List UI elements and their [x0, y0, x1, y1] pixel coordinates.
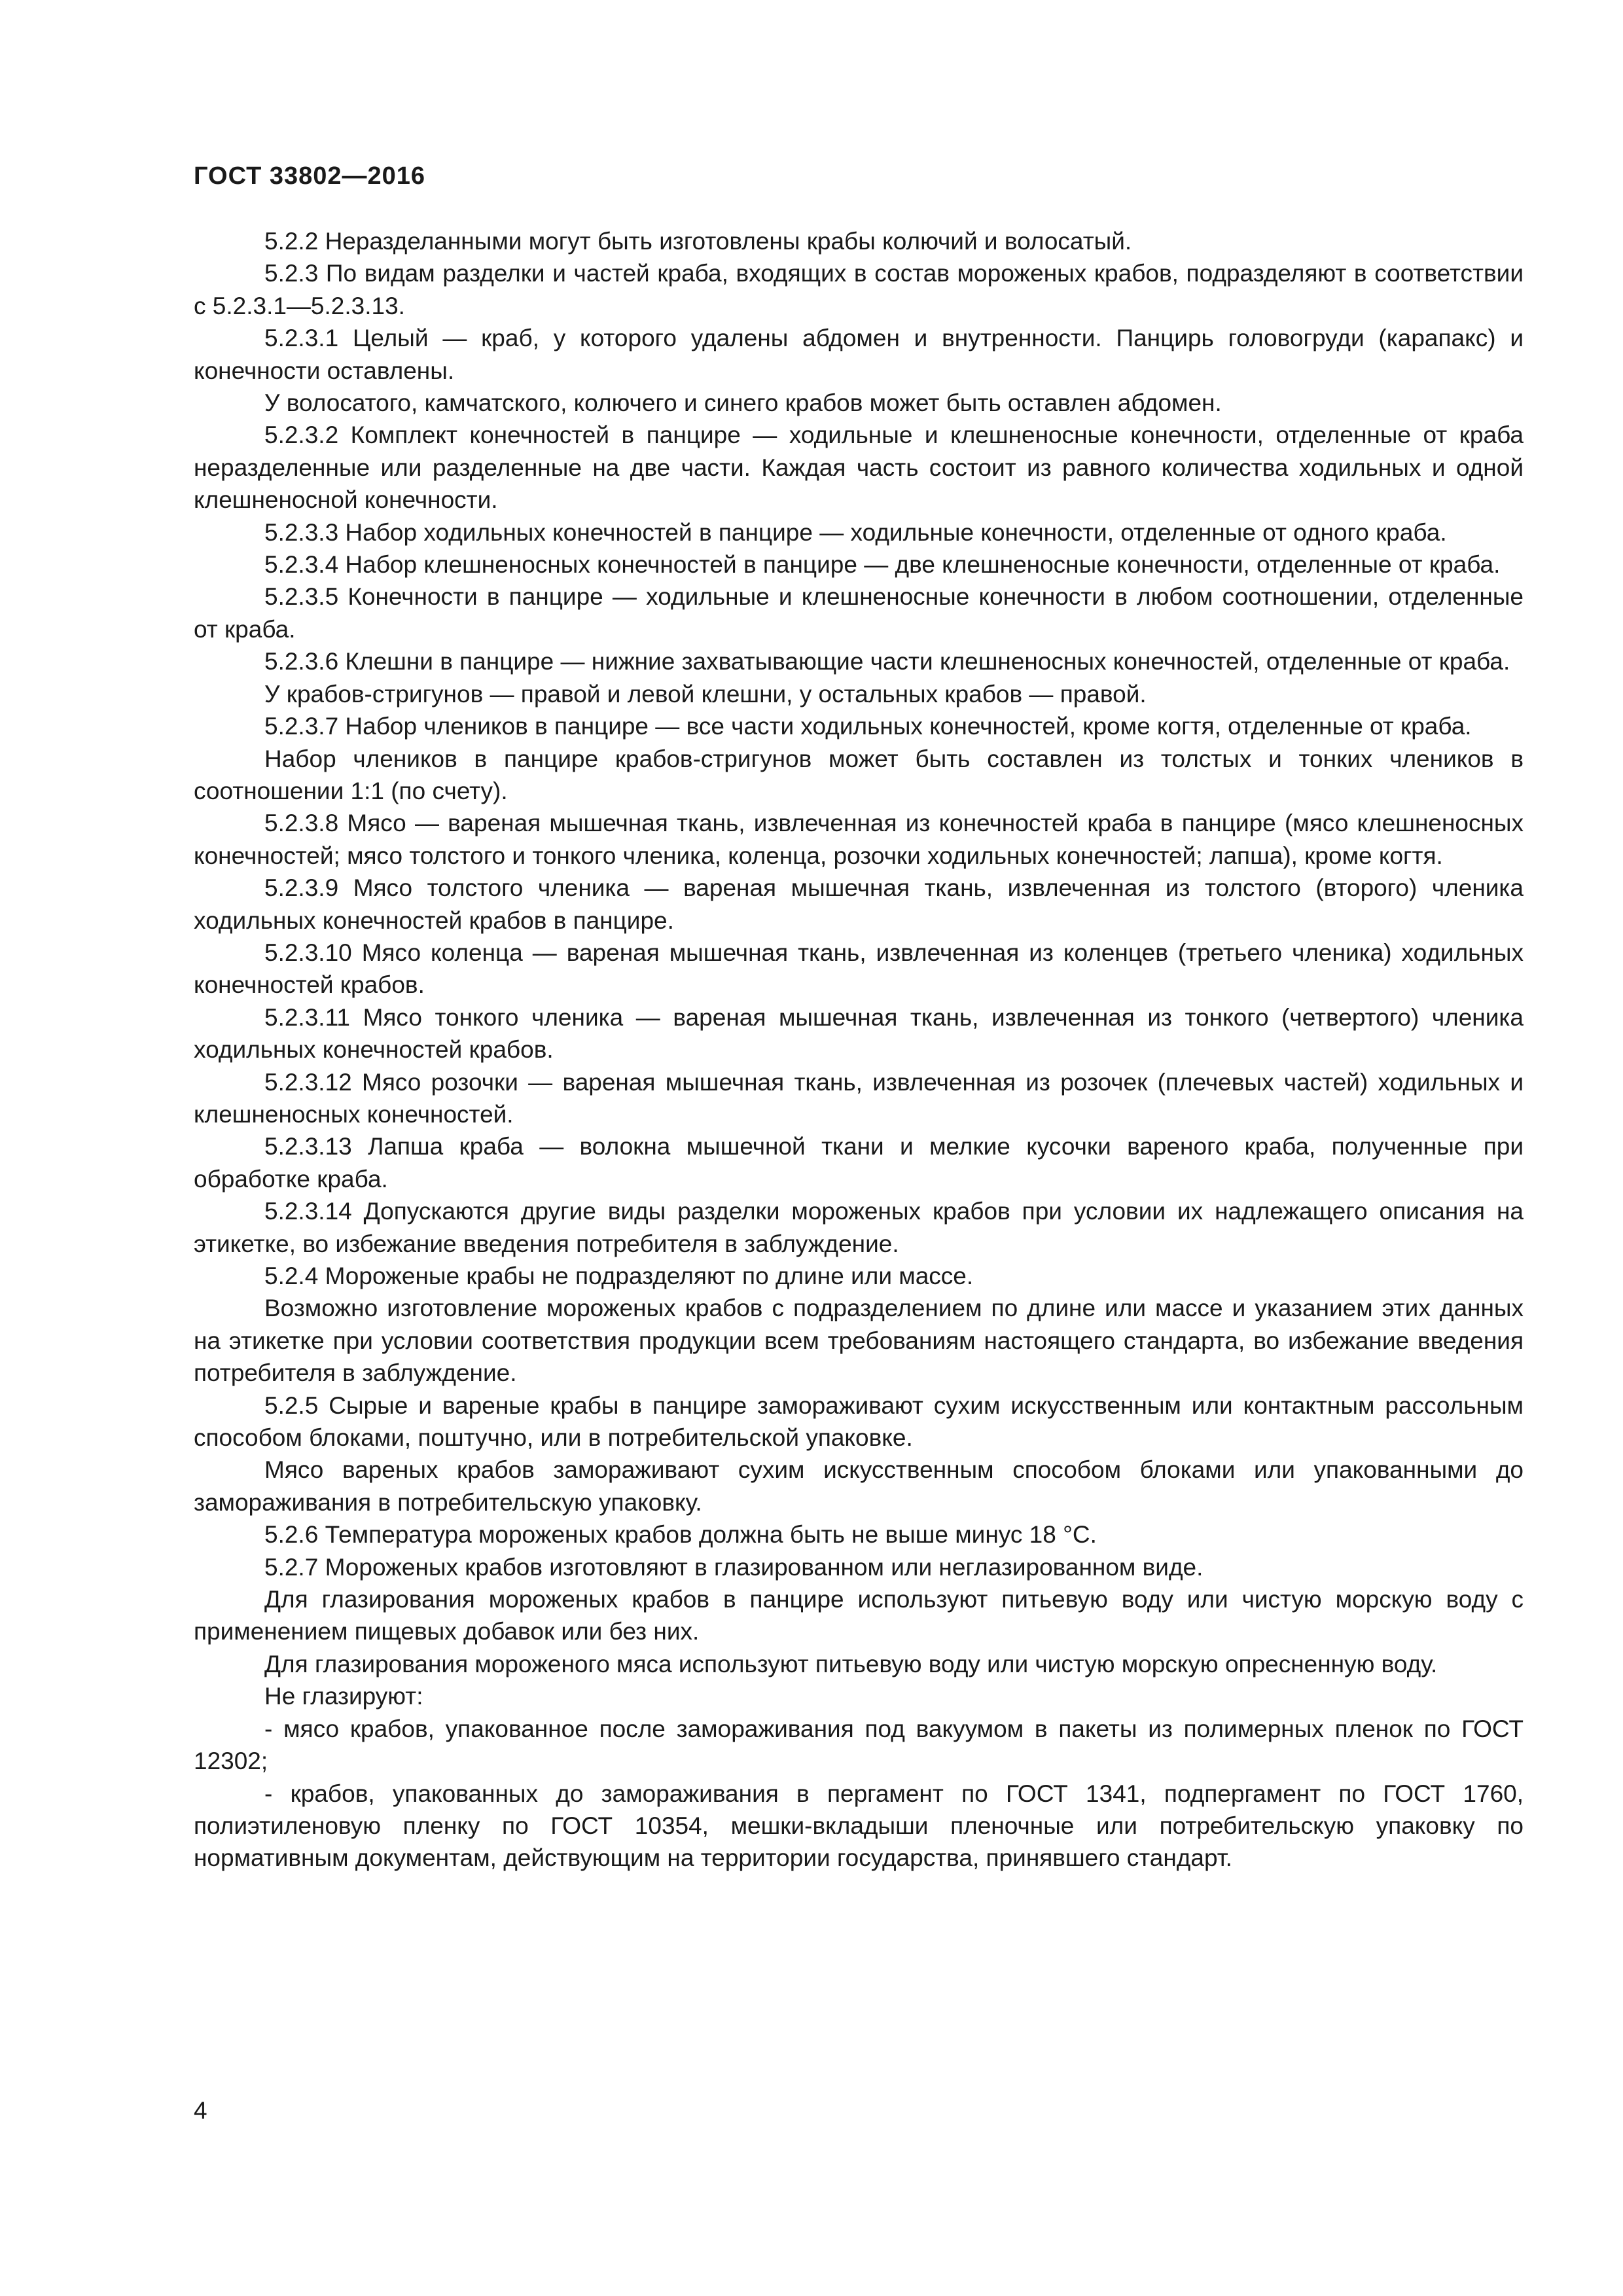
- paragraph: Для глазирования мороженых крабов в панцире используют питьевую воду или чистую морскую воду с применением пищевых добавок или без них.: [194, 1586, 1524, 1645]
- paragraph: 5.2.3.9 Мясо толстого членика — вареная мышечная ткань, извлеченная из толстого (второго) членика ходильных конечностей крабов в панцире.: [194, 874, 1524, 934]
- paragraph: Для глазирования мороженого мяса используют питьевую воду или чистую морскую опресненную воду.: [264, 1650, 1438, 1677]
- paragraph: Набор члеников в панцире крабов-стригунов может быть составлен из толстых и тонких члеников в соотношении 1:1 (по счету).: [194, 745, 1524, 804]
- paragraph: Возможно изготовление мороженых крабов с подразделением по длине или массе и указанием этих данных на этикетке при условии соответствия продукции всем требованиям настоящего стандарта, во избежание введения потребителя в заблуждение.: [194, 1295, 1524, 1387]
- paragraph: 5.2.3.8 Мясо — вареная мышечная ткань, извлеченная из конечностей краба в панцире (мясо клешненосных конечностей; мясо толстого и тонкого членика, коленца, розочки ходильных конечностей; лапша), кроме когтя.: [194, 810, 1524, 869]
- page-number: 4: [194, 2097, 207, 2124]
- paragraph: 5.2.6 Температура мороженых крабов должна быть не выше минус 18 °С.: [264, 1521, 1097, 1549]
- paragraph: Мясо вареных крабов замораживают сухим искусственным способом блоками или упакованными до замораживания в потребительскую упаковку.: [194, 1456, 1524, 1516]
- paragraph: 5.2.3 По видам разделки и частей краба, входящих в состав мороженых крабов, подразделяют в соответствии с 5.2.3.1—5.2.3.13.: [194, 260, 1524, 319]
- paragraph: 5.2.2 Неразделанными могут быть изготовлены крабы колючий и волосатый.: [264, 228, 1132, 255]
- paragraph: У волосатого, камчатского, колючего и синего крабов может быть оставлен абдомен.: [264, 389, 1222, 417]
- paragraph: 5.2.3.7 Набор члеников в панцире — все части ходильных конечностей, кроме когтя, отделенные от краба.: [264, 713, 1472, 740]
- paragraph: 5.2.3.12 Мясо розочки — вареная мышечная ткань, извлеченная из розочек (плечевых частей) ходильных и клешненосных конечностей.: [194, 1068, 1524, 1128]
- paragraph: 5.2.3.10 Мясо коленца — вареная мышечная ткань, извлеченная из коленцев (третьего членика) ходильных конечностей крабов.: [194, 939, 1524, 999]
- paragraph: У крабов-стригунов — правой и левой клешни, у остальных крабов — правой.: [264, 680, 1147, 708]
- paragraph: Не глазируют:: [264, 1683, 423, 1710]
- document-body: [194, 225, 1524, 1874]
- paragraph: 5.2.3.6 Клешни в панцире — нижние захватывающие части клешненосных конечностей, отделенные от краба.: [264, 648, 1510, 675]
- paragraph: 5.2.3.13 Лапша краба — волокна мышечной ткани и мелкие кусочки вареного краба, полученные при обработке краба.: [194, 1133, 1524, 1193]
- document-code: ГОСТ 33802—2016: [194, 162, 426, 190]
- paragraph: 5.2.3.4 Набор клешненосных конечностей в панцире — две клешненосные конечности, отделенные от краба.: [264, 551, 1501, 579]
- paragraph: 5.2.4 Мороженые крабы не подразделяют по длине или массе.: [264, 1263, 974, 1289]
- paragraph: 5.2.3.5 Конечности в панцире — ходильные и клешненосные конечности в любом соотношении, отделенные от краба.: [194, 583, 1524, 643]
- paragraph: 5.2.3.3 Набор ходильных конечностей в панцире — ходильные конечности, отделенные от одного краба.: [264, 518, 1447, 546]
- paragraph: 5.2.7 Мороженых крабов изготовляют в глазированном или неглазированном виде.: [264, 1553, 1204, 1581]
- list-item: - крабов, упакованных до замораживания в пергамент по ГОСТ 1341, подпергамент по ГОСТ 1760, полиэтиленовую пленку по ГОСТ 10354, мешки-вкладыши пленочные или потребительскую упаковку по нормативным документам, действующим на территории государства, принявшего стандарт.: [194, 1780, 1524, 1872]
- list-item: - мясо крабов, упакованное после замораживания под вакуумом в пакеты из полимерных пленок по ГОСТ 12302;: [194, 1715, 1524, 1775]
- paragraph: 5.2.5 Сырые и вареные крабы в панцире замораживают сухим искусственным или контактным рассольным способом блоками, поштучно, или в потребительской упаковке.: [194, 1391, 1524, 1452]
- paragraph: 5.2.3.11 Мясо тонкого членика — вареная мышечная ткань, извлеченная из тонкого (четвертого) членика ходильных конечностей крабов.: [194, 1003, 1524, 1064]
- paragraph: 5.2.3.1 Целый — краб, у которого удалены абдомен и внутренности. Панцирь головогруди (карапакс) и конечности оставлены.: [194, 325, 1524, 384]
- paragraph: 5.2.3.2 Комплект конечностей в панцире — ходильные и клешненосные конечности, отделенные от краба неразделенные или разделенные на две части. Каждая часть состоит из равного количества ходильных и одной клешненосной конечности.: [194, 422, 1524, 514]
- paragraph: 5.2.3.14 Допускаются другие виды разделки мороженых крабов при условии их надлежащего описания на этикетке, во избежание введения потребителя в заблуждение.: [194, 1198, 1524, 1257]
